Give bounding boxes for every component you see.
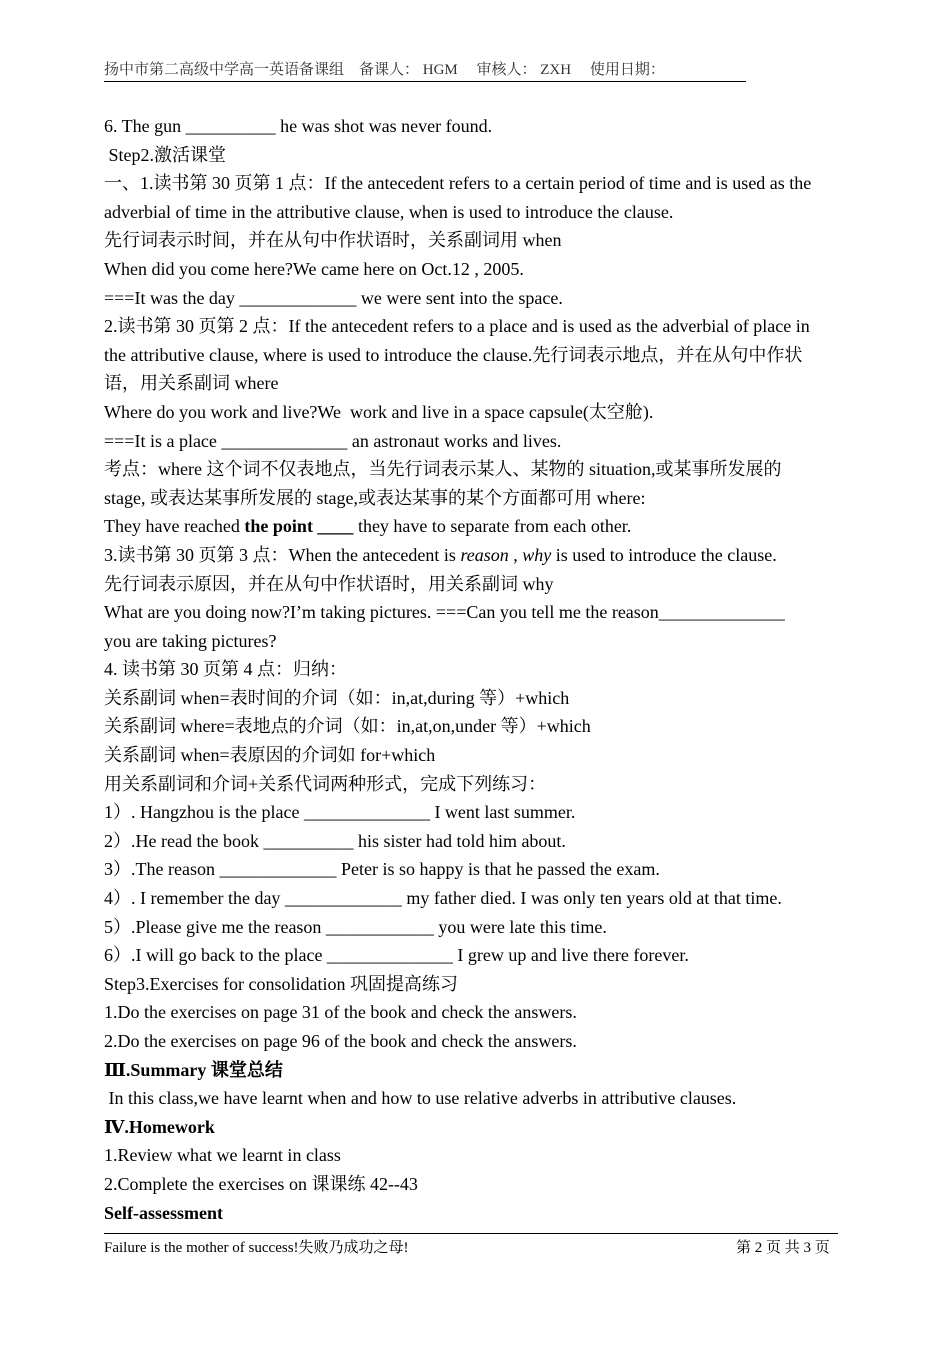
italic-segment: why [522,544,552,565]
homework-heading [104,1113,848,1142]
self-assessment-heading [104,1199,848,1228]
exercise-item: 4）. I remember the day _____________ my father died. I was only ten years old at that time. [104,888,782,909]
text-line: 先行词表示时间，并在从句中作状语时，关系副词用 when [104,230,562,251]
text-segment: 3.读书第 30 页第 3 点：When the antecedent is [104,544,461,565]
text-line: 用关系副词和介词+关系代词两种形式，完成下列练习： [104,773,547,794]
text-line: 关系副词 when=表时间的介词（如：in,at,during 等）+which [104,687,570,708]
exercise-item: 6）.I will go back to the place ______________ I grew up and live there forever. [104,945,689,966]
text-segment: They have reached [104,516,245,537]
text-line: 6. The gun __________ he was shot was never found. [104,116,493,136]
text-line: 1.Review what we learnt in class [104,1145,341,1166]
text-line: When did you come here?We came here on Oct.12 , 2005. [104,258,524,279]
self-assessment-heading-text: Self-assessment [104,1202,223,1223]
text-line: 2.Do the exercises on page 96 of the book and check the answers. [104,1031,577,1051]
text-line: adverbial of time in the attributive clause, when is used to introduce the clause. [104,201,674,222]
exercise-item: 2）.He read the book __________ his sister had told him about. [104,830,566,851]
text-line: 先行词表示原因，并在从句中作状语时，用关系副词 why [104,573,554,594]
exercise-item: 5）.Please give me the reason ____________ you were late this time. [104,916,607,937]
bold-segment: the point ____ [244,516,354,537]
text-line: the attributive clause, where is used to introduce the clause.先行词表示地点，并在从句中作状 [104,344,803,365]
text-segment: is used to introduce the clause. [551,544,777,565]
text-segment: they have to separate from each other. [353,516,632,537]
exercise-item: 3）.The reason _____________ Peter is so happy is that he passed the exam. [104,859,660,880]
text-line: 2.Complete the exercises on 课课练 42--43 [104,1173,418,1194]
italic-segment: reason [460,544,509,565]
summary-heading-text: Ⅲ.Summary 课堂总结 [104,1059,283,1080]
text-line: 1.Do the exercises on page 31 of the book and check the answers. [104,1002,577,1023]
text-line: ===It was the day _____________ we were sent into the space. [104,287,563,308]
text-line: 2.读书第 30 页第 2 点：If the antecedent refers to a place and is used as the adverbial of place in [104,316,810,337]
text-line: you are taking pictures? [104,630,277,651]
text-line: Step3.Exercises for consolidation 巩固提高练习 [104,973,458,994]
section-heading: Step2.激活课堂 [104,144,227,165]
exercise-item: 1）. Hangzhou is the place ______________ I went last summer. [104,802,576,823]
text-line: stage, 或表达某事所发展的 stage,或表达某事的某个方面都可用 where: [104,487,646,508]
text-line: Where do you work and live?We work and live in a space capsule(太空舱). [104,401,654,422]
text-line: ===It is a place ______________ an astronaut works and lives. [104,430,562,451]
text-line: 一、1.读书第 30 页第 1 点：If the antecedent refers to a certain period of time and is used as the [104,173,812,194]
text-segment: , [508,544,523,565]
text-line: In this class,we have learnt when and how to use relative adverbs in attributive clauses. [104,1088,737,1109]
text-line: 关系副词 when=表原因的介词如 for+which [104,745,436,766]
text-line: 考点：where 这个词不仅表地点，当先行词表示某人、某物的 situation,或某事所发展的 [104,459,782,480]
text-line: What are you doing now?I’m taking pictures. ===Can you tell me the reason______________ [104,602,785,623]
footer-divider [104,1233,838,1234]
page-number: 第 2 页 共 3 页 [736,1240,830,1256]
text-line: 语，用关系副词 where [104,373,279,394]
text-line: 4. 读书第 30 页第 4 点：归纳： [104,659,347,680]
text-line-reason-why [104,541,848,570]
text-line-the-point [104,512,848,541]
summary-heading [104,1056,848,1085]
document-body [104,112,848,1227]
text-line: 关系副词 where=表地点的介词（如：in,at,on,under 等）+which [104,716,591,737]
footer-motto: Failure is the mother of success!失败乃成功之母! [104,1240,409,1256]
page-header: 扬中市第二高级中学高一英语备课组 备课人： HGM 审核人： ZXH 使用日期： [104,58,746,82]
homework-heading-text: Ⅳ.Homework [104,1116,215,1137]
